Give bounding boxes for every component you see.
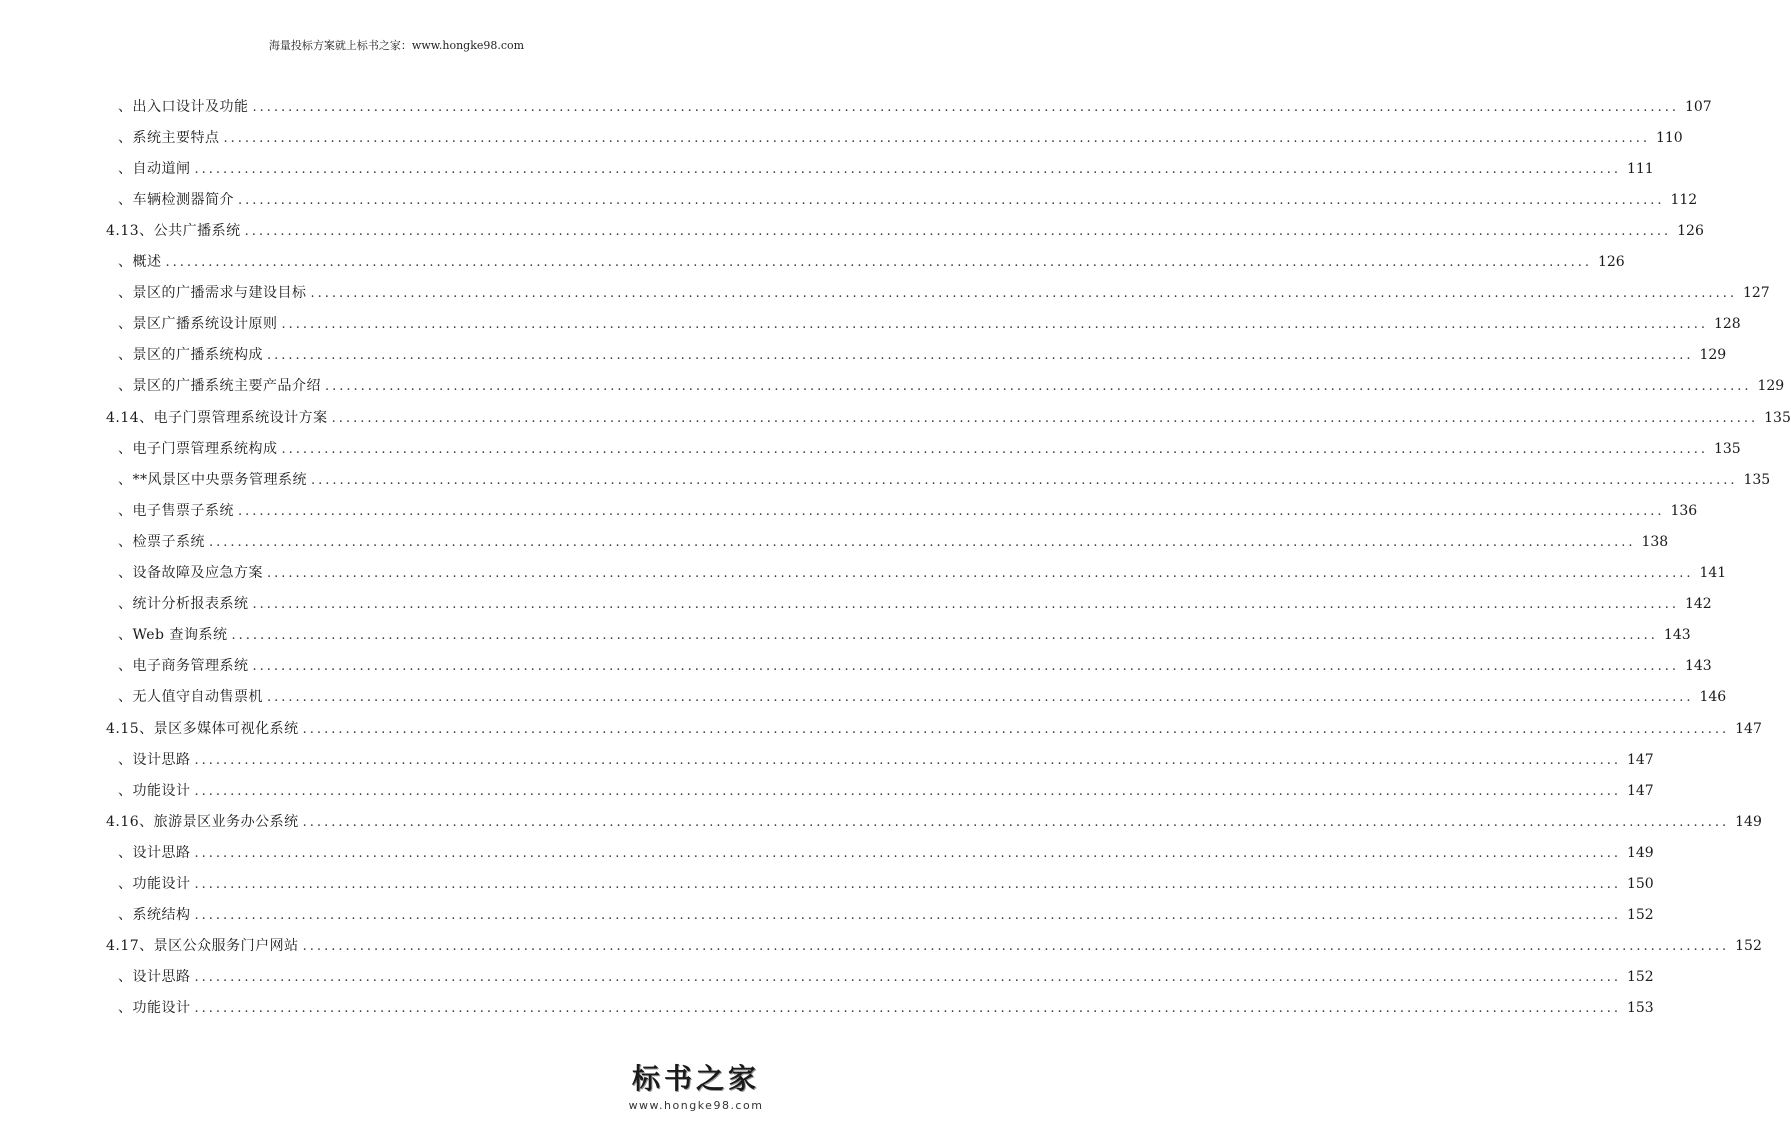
toc-entry-page-number: 112 bbox=[1670, 191, 1698, 208]
toc-leader-dots: ........................................................................................................................................................................................................ bbox=[223, 130, 1650, 146]
toc-entry[interactable] bbox=[0, 650, 1712, 681]
toc-entry[interactable] bbox=[0, 152, 1654, 183]
toc-entry[interactable] bbox=[0, 183, 1698, 214]
toc-leader-dots: ........................................................................................................................................................................................................ bbox=[267, 566, 1694, 581]
toc-entry-label: 、设备故障及应急方案 bbox=[118, 565, 263, 581]
toc-leader-dots: ........................................................................................................................................................................................................ bbox=[310, 286, 1737, 302]
toc-entry-page-number: 135 bbox=[1764, 409, 1791, 426]
toc-entry[interactable] bbox=[0, 277, 1770, 308]
toc-leader-dots: ........................................................................................................................................................................................................ bbox=[281, 441, 1708, 457]
toc-entry[interactable] bbox=[0, 557, 1727, 588]
toc-entry-page-number: 110 bbox=[1655, 129, 1683, 146]
toc-entry[interactable] bbox=[0, 743, 1654, 774]
toc-entry-page-number: 149 bbox=[1735, 813, 1762, 830]
toc-entry-label: 、自动道闸 bbox=[118, 160, 191, 177]
toc-leader-dots: ........................................................................................................................................................................................................ bbox=[194, 970, 1621, 986]
toc-entry-page-number: 111 bbox=[1626, 160, 1654, 177]
toc-leader-dots: ........................................................................................................................................................................................................ bbox=[267, 690, 1694, 706]
toc-entry-page-number: 129 bbox=[1699, 347, 1727, 364]
toc-leader-dots: ........................................................................................................................................................................................................ bbox=[165, 255, 1592, 270]
toc-entry[interactable] bbox=[0, 588, 1712, 619]
toc-entry-label: 、统计分析报表系统 bbox=[118, 596, 249, 613]
toc-entry[interactable] bbox=[0, 121, 1683, 152]
toc-entry-page-number: 143 bbox=[1684, 658, 1712, 675]
toc-entry-page-number: 127 bbox=[1742, 285, 1770, 302]
toc-entry[interactable] bbox=[0, 681, 1727, 712]
toc-entry[interactable] bbox=[0, 836, 1654, 867]
toc-entry-label: 、功能设计 bbox=[118, 782, 191, 799]
toc-leader-dots: ........................................................................................................................................................................................................ bbox=[325, 379, 1752, 395]
toc-entry[interactable] bbox=[0, 370, 1785, 401]
toc-entry[interactable] bbox=[0, 899, 1654, 930]
toc-entry-page-number: 147 bbox=[1626, 782, 1654, 799]
toc-entry-label: 、**风景区中央票务管理系统 bbox=[118, 471, 307, 488]
toc-leader-dots: ........................................................................................................................................................................................................ bbox=[302, 939, 1730, 955]
toc-entry-label: 、设计思路 bbox=[118, 969, 191, 986]
brand-name: 标书之家 bbox=[631, 1062, 760, 1095]
toc-entry-label: 、概述 bbox=[118, 254, 162, 270]
toc-entry[interactable] bbox=[0, 214, 1704, 245]
page-header: 海量投标方案就上标书之家：www.hongke98.com bbox=[268, 39, 525, 52]
toc-leader-dots: ........................................................................................................................................................................................................ bbox=[281, 317, 1708, 333]
toc-entry-page-number: 138 bbox=[1641, 533, 1669, 550]
toc-leader-dots: ........................................................................................................................................................................................................ bbox=[238, 192, 1665, 208]
toc-entry[interactable] bbox=[0, 992, 1654, 1023]
toc-entry-page-number: 143 bbox=[1663, 627, 1691, 644]
toc-leader-dots: ........................................................................................................................................................................................................ bbox=[252, 99, 1679, 115]
toc-entry[interactable] bbox=[0, 805, 1762, 836]
toc-entry-label: 、车辆检测器简介 bbox=[118, 191, 234, 208]
toc-entry[interactable] bbox=[0, 774, 1654, 805]
toc-entry-page-number: 126 bbox=[1677, 222, 1704, 239]
toc-entry-label: 、功能设计 bbox=[118, 1000, 191, 1017]
toc-entry-page-number: 142 bbox=[1684, 596, 1712, 613]
toc-entry[interactable] bbox=[0, 868, 1654, 899]
toc-entry-label: 、检票子系统 bbox=[118, 533, 205, 550]
toc-entry[interactable] bbox=[0, 432, 1741, 463]
toc-entry-label: 、设计思路 bbox=[118, 751, 191, 768]
toc-entry-page-number: 153 bbox=[1626, 1000, 1654, 1017]
toc-entry-page-number: 126 bbox=[1597, 254, 1625, 270]
toc-leader-dots: ........................................................................................................................................................................................................ bbox=[238, 503, 1665, 519]
toc-leader-dots: ........................................................................................................................................................................................................ bbox=[244, 223, 1672, 239]
toc-entry-page-number: 136 bbox=[1670, 502, 1698, 519]
toc-leader-dots: ........................................................................................................................................................................................................ bbox=[194, 1001, 1621, 1017]
toc-entry-label: 、景区的广播系统构成 bbox=[118, 347, 263, 364]
toc-entry[interactable] bbox=[0, 961, 1654, 992]
toc-entry-page-number: 141 bbox=[1699, 565, 1727, 581]
toc-entry-page-number: 147 bbox=[1626, 751, 1654, 768]
brand-url: www.hongke98.com bbox=[628, 1099, 764, 1112]
toc-leader-dots: ........................................................................................................................................................................................................ bbox=[331, 410, 1759, 426]
toc-leader-dots: ........................................................................................................................................................................................................ bbox=[194, 783, 1621, 799]
toc-entry-label: 、电子商务管理系统 bbox=[118, 658, 249, 675]
toc-entry-label: 、出入口设计及功能 bbox=[118, 98, 249, 115]
toc-entry-label: 、景区的广播系统主要产品介绍 bbox=[118, 378, 321, 395]
toc-entry-label: 、景区的广播需求与建设目标 bbox=[118, 285, 307, 302]
toc-entry-label: 、景区广播系统设计原则 bbox=[118, 316, 278, 333]
toc-entry-page-number: 146 bbox=[1699, 689, 1727, 706]
toc-entry[interactable] bbox=[0, 712, 1762, 743]
toc-entry-page-number: 135 bbox=[1713, 440, 1741, 457]
toc-entry[interactable] bbox=[0, 308, 1741, 339]
toc-entry[interactable] bbox=[0, 494, 1698, 525]
toc-entry-page-number: 147 bbox=[1735, 720, 1762, 737]
toc-leader-dots: ........................................................................................................................................................................................................ bbox=[209, 534, 1636, 550]
toc-entry-label: 4.14、电子门票管理系统设计方案 bbox=[106, 409, 328, 426]
toc-entry-page-number: 107 bbox=[1684, 98, 1712, 115]
toc-entry-page-number: 152 bbox=[1626, 907, 1654, 924]
toc-entry-label: 、设计思路 bbox=[118, 844, 191, 861]
toc-entry[interactable] bbox=[0, 930, 1762, 961]
toc-entry[interactable] bbox=[0, 619, 1691, 650]
toc-entry[interactable] bbox=[0, 90, 1712, 121]
toc-leader-dots: ........................................................................................................................................................................................................ bbox=[194, 908, 1621, 924]
toc-entry-label: 、无人值守自动售票机 bbox=[118, 689, 263, 706]
toc-entry[interactable] bbox=[0, 401, 1791, 432]
footer-logo bbox=[621, 1057, 771, 1112]
toc-leader-dots: ........................................................................................................................................................................................................ bbox=[231, 628, 1658, 644]
toc-entry[interactable] bbox=[0, 463, 1771, 494]
toc-entry-label: 、功能设计 bbox=[118, 876, 191, 892]
toc-entry-page-number: 150 bbox=[1626, 876, 1654, 892]
toc-entry-page-number: 152 bbox=[1735, 938, 1762, 955]
toc-entry[interactable] bbox=[0, 525, 1669, 556]
toc-entry-page-number: 152 bbox=[1626, 969, 1654, 986]
toc-leader-dots: ........................................................................................................................................................................................................ bbox=[194, 877, 1621, 892]
toc-entry-label: 4.17、景区公众服务门户网站 bbox=[106, 938, 299, 955]
toc-entry-page-number: 135 bbox=[1743, 471, 1771, 488]
toc-leader-dots: ........................................................................................................................................................................................................ bbox=[252, 659, 1679, 675]
toc-leader-dots: ........................................................................................................................................................................................................ bbox=[302, 814, 1730, 830]
toc-entry[interactable] bbox=[0, 339, 1727, 370]
toc-leader-dots: ........................................................................................................................................................................................................ bbox=[194, 752, 1621, 768]
toc-entry-page-number: 129 bbox=[1757, 378, 1785, 395]
toc-entry-label: 4.13、公共广播系统 bbox=[106, 222, 241, 239]
toc-leader-dots: ........................................................................................................................................................................................................ bbox=[194, 845, 1621, 861]
toc-entry-label: 、Web 查询系统 bbox=[118, 627, 228, 644]
toc-leader-dots: ........................................................................................................................................................................................................ bbox=[194, 161, 1621, 177]
toc-entry-label: 、电子售票子系统 bbox=[118, 502, 234, 519]
toc-leader-dots: ........................................................................................................................................................................................................ bbox=[311, 472, 1738, 488]
toc-entry-label: 、系统结构 bbox=[118, 907, 191, 924]
toc-entry-label: 、电子门票管理系统构成 bbox=[118, 440, 278, 457]
toc-entry-page-number: 128 bbox=[1713, 316, 1741, 333]
toc-entry-label: 4.15、景区多媒体可视化系统 bbox=[106, 720, 299, 737]
toc-entry-page-number: 149 bbox=[1626, 844, 1654, 861]
toc-leader-dots: ........................................................................................................................................................................................................ bbox=[267, 348, 1694, 364]
toc-leader-dots: ........................................................................................................................................................................................................ bbox=[302, 721, 1730, 737]
toc-entry-label: 、系统主要特点 bbox=[118, 129, 220, 146]
toc-entry[interactable] bbox=[0, 246, 1625, 277]
toc-entry-label: 4.16、旅游景区业务办公系统 bbox=[106, 813, 299, 830]
toc-leader-dots: ........................................................................................................................................................................................................ bbox=[252, 597, 1679, 613]
